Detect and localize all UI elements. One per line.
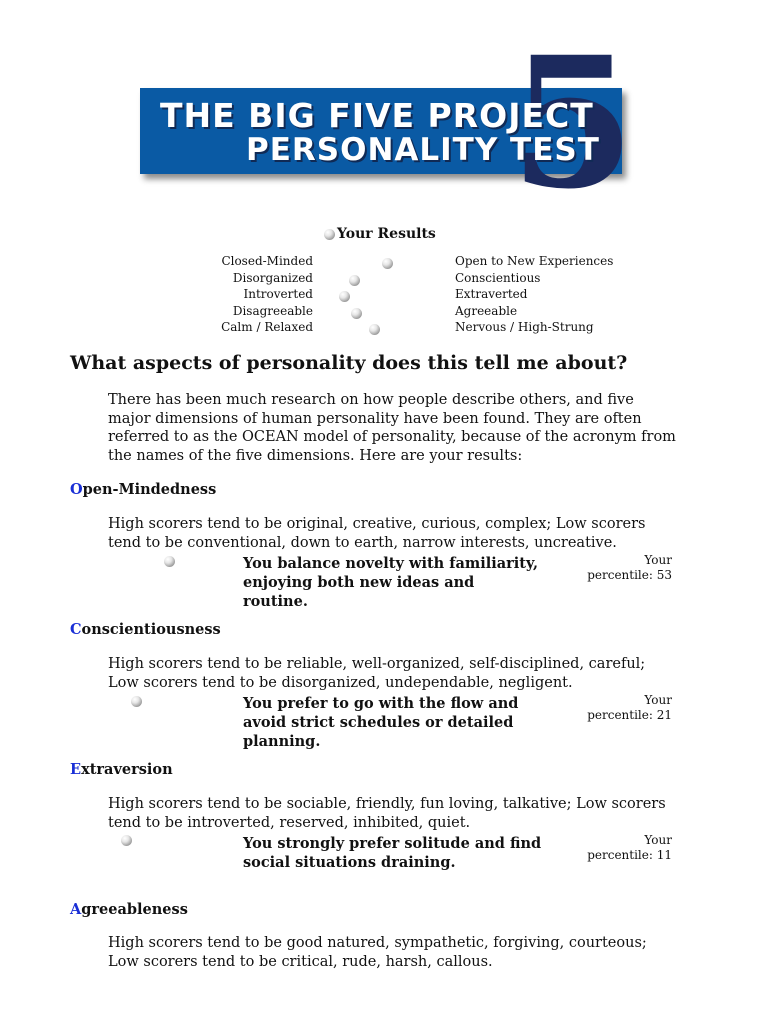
trait-description-agreeableness: High scorers tend to be good natured, sympathetic, forgiving, courteous; Low scorers tend to be critical, rude, harsh, callous. <box>108 935 647 970</box>
trait-result-openness: You balance novelty with familiarity, enjoying both new ideas and routine. <box>243 555 539 610</box>
trait-name: xtraversion <box>81 761 173 778</box>
dim-low-agreeable: Disagreeable <box>232 304 313 318</box>
percentile-ball-extraversion-icon <box>121 835 132 846</box>
dim-high-open: Open to New Experiences <box>455 254 614 268</box>
dim-high-conscientious: Conscientious <box>455 271 541 285</box>
dim-high-extraversion: Extraverted <box>455 287 528 301</box>
trait-name: greeableness <box>81 901 188 918</box>
intro-paragraph: There has been much research on how people describe others, and five major dimensions of human personality have been found. They are often referred to as the OCEAN model of personality, because of the acronym from the names of the five dimensions. Here are your results: <box>108 392 676 464</box>
score-ball-neurotic-icon <box>369 324 380 335</box>
trait-initial: E <box>70 761 82 778</box>
trait-description-conscientiousness: High scorers tend to be reliable, well-organized, self-disciplined, careful; Low scorers tend to be disorganized, undependable, negligent. <box>108 656 646 691</box>
dim-low-conscientious: Disorganized <box>232 271 313 285</box>
banner-title: THE BIG FIVE PROJECT <box>160 96 594 135</box>
trait-result-conscientiousness: You prefer to go with the flow and avoid strict schedules or detailed planning. <box>243 695 519 750</box>
trait-name: pen-Mindedness <box>82 481 217 498</box>
percentile-extraversion: Your percentile: 11 <box>587 833 672 862</box>
trait-heading-agreeableness <box>70 901 188 918</box>
dim-low-extraversion: Introverted <box>243 287 313 301</box>
dim-high-neurotic: Nervous / High-Strung <box>455 320 594 334</box>
percentile-ball-openness-icon <box>164 556 175 567</box>
score-ball-agreeable-icon <box>351 308 362 319</box>
trait-result-extraversion: You strongly prefer solitude and find social situations draining. <box>243 835 542 871</box>
section-heading: What aspects of personality does this tell me about? <box>70 352 628 374</box>
banner-numeral: 5 <box>510 18 636 229</box>
banner-subtitle: PERSONALITY TEST <box>246 132 600 168</box>
percentile-conscientiousness: Your percentile: 21 <box>587 693 672 722</box>
dim-high-agreeable: Agreeable <box>455 304 518 318</box>
trait-heading-extraversion <box>70 761 173 778</box>
score-ball-open-icon <box>382 258 393 269</box>
percentile-ball-conscientiousness-icon <box>131 696 142 707</box>
dim-low-neurotic: Calm / Relaxed <box>221 320 313 334</box>
score-ball-extraversion-icon <box>339 291 350 302</box>
trait-initial: A <box>70 901 82 918</box>
trait-heading-openness <box>70 481 216 498</box>
percentile-openness: Your percentile: 53 <box>587 553 672 582</box>
trait-heading-conscientiousness <box>70 621 221 638</box>
trait-initial: C <box>70 621 82 638</box>
results-ball-icon <box>324 229 335 240</box>
header-banner <box>140 18 636 229</box>
trait-description-openness: High scorers tend to be original, creative, curious, complex; Low scorers tend to be conventional, down to earth, narrow interests, uncreative. <box>108 516 646 551</box>
score-ball-conscientious-icon <box>349 275 360 286</box>
trait-initial: O <box>70 481 83 498</box>
trait-name: onscientiousness <box>81 621 221 638</box>
dim-low-open: Closed-Minded <box>221 254 313 268</box>
trait-description-extraversion: High scorers tend to be sociable, friendly, fun loving, talkative; Low scorers tend to be introverted, reserved, inhibited, quiet. <box>108 796 666 831</box>
results-title: Your Results <box>337 226 436 242</box>
